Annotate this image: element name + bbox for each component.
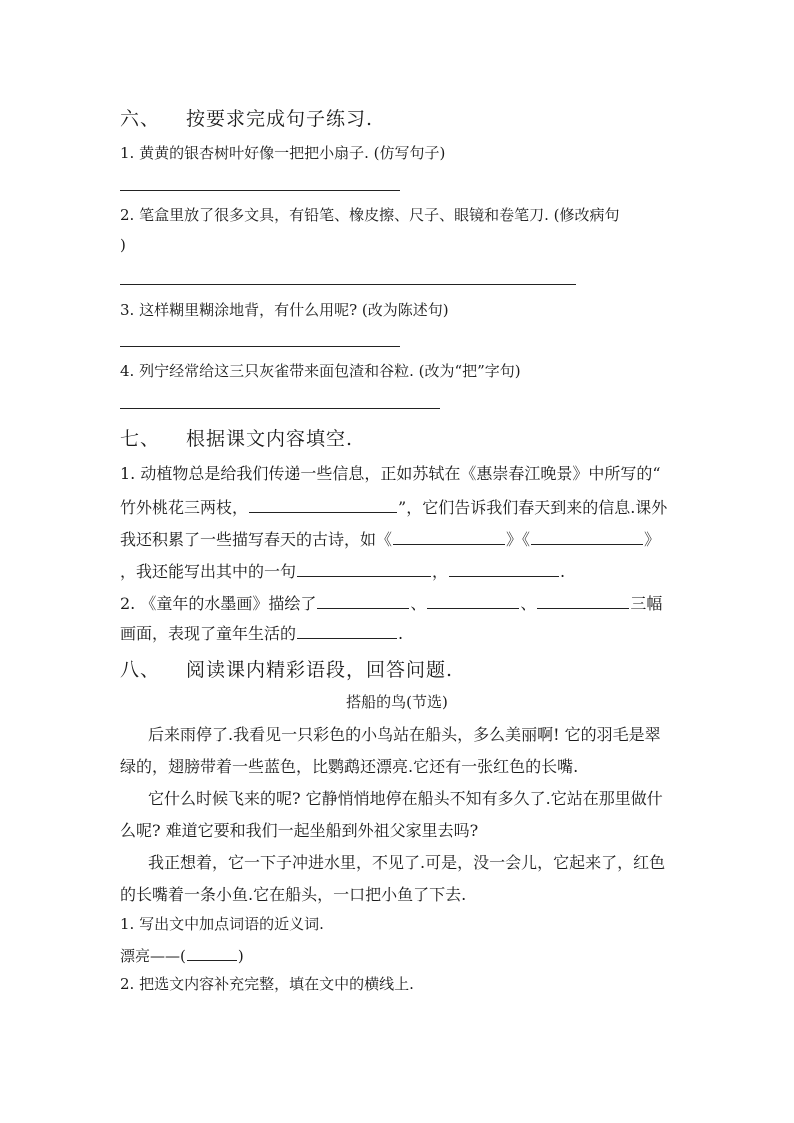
sec7-line-3-text-c: 》 [644, 530, 661, 549]
sec7-blank-verse-2[interactable] [449, 562, 559, 577]
sec7-blank-poem-line[interactable] [249, 498, 397, 513]
sec7-line-2 [120, 498, 667, 516]
sec7-line-4-text-a: ，我还能写出其中的一句 [120, 562, 297, 581]
section-8-number: 八、 [120, 659, 161, 681]
sec7-blank-poem-title-2[interactable] [531, 530, 643, 545]
section-7-title: 根据课文内容填空. [186, 428, 354, 450]
sec8-answer-prefix: 漂亮——( [120, 947, 186, 965]
passage-p2-line-1: 它什么时候飞来的呢? 它静悄悄地停在船头不知有多久了.它站在那里做什 [148, 789, 663, 808]
sec7-line-5 [120, 594, 662, 612]
sec7-line-5-sep-2: 、 [520, 594, 537, 613]
sec7-line-4 [120, 562, 565, 580]
passage-p1-line-2: 绿的，翅膀带着一些蓝色，比鹦鹉还漂亮.它还有一张红色的长嘴. [120, 757, 579, 776]
section-6-heading [120, 110, 373, 129]
section-6-number: 六、 [120, 108, 161, 130]
sec7-line-3-text-b: 》《 [506, 530, 531, 549]
sec7-blank-verse-1[interactable] [297, 562, 431, 577]
sec6-answer-line-4[interactable] [120, 408, 440, 409]
sec6-question-2-cont: ) [120, 236, 126, 254]
passage-p1-line-1: 后来雨停了.我看见一只彩色的小鸟站在船头，多么美丽啊! 它的羽毛是翠 [148, 725, 661, 744]
sec7-blank-scene-2[interactable] [427, 594, 519, 609]
sec7-line-1: 1. 动植物总是给我们传递一些信息，正如苏轼在《惠崇春江晚景》中所写的“ [120, 464, 661, 483]
sec8-question-2: 2. 把选文内容补充完整，填在文中的横线上. [120, 975, 414, 993]
section-7-number: 七、 [120, 428, 161, 450]
sec7-line-5-text-a: 2. 《童年的水墨画》描绘了 [120, 594, 317, 613]
sec8-question-1-answer [120, 946, 244, 964]
sec7-line-6-text-b: . [398, 624, 404, 643]
sec6-question-3: 3. 这样糊里糊涂地背，有什么用呢? (改为陈述句) [120, 301, 449, 319]
sec7-blank-childhood[interactable] [297, 624, 397, 639]
sec8-answer-suffix: ) [237, 947, 244, 965]
section-8-title: 阅读课内精彩语段，回答问题. [186, 659, 454, 681]
sec7-line-4-text-c: . [560, 562, 566, 581]
sec7-line-2-text-b: ”，它们告诉我们春天到来的信息.课外 [398, 498, 668, 517]
sec6-question-1: 1. 黄黄的银杏树叶好像一把把小扇子. (仿写句子) [120, 144, 446, 162]
sec8-question-1: 1. 写出文中加点词语的近义词. [120, 915, 324, 933]
sec7-line-3-text-a: 我还积累了一些描写春天的古诗，如《 [120, 530, 393, 549]
sec6-answer-line-3[interactable] [120, 346, 400, 347]
passage-p3-line-1: 我正想着，它一下子冲进水里，不见了.可是，没一会儿，它起来了，红色 [148, 853, 666, 872]
passage-p2-line-2: 么呢? 难道它要和我们一起坐船到外祖父家里去吗? [120, 821, 479, 840]
passage-title: 搭船的鸟(节选) [346, 693, 448, 711]
sec6-question-4: 4. 列宁经常给这三只灰雀带来面包渣和谷粒. (改为“把”字句) [120, 362, 521, 380]
section-6-title: 按要求完成句子练习. [186, 108, 374, 130]
sec8-synonym-blank[interactable] [187, 946, 237, 961]
sec7-blank-poem-title-1[interactable] [393, 530, 505, 545]
sec6-question-2: 2. 笔盒里放了很多文具，有铅笔、橡皮擦、尺子、眼镜和卷笔刀. (修改病句 [120, 206, 620, 224]
sec7-line-2-text-a: 竹外桃花三两枝， [120, 498, 249, 517]
passage-p3-line-2: 的长嘴着一条小鱼.它在船头，一口把小鱼了下去. [120, 885, 467, 904]
sec7-blank-scene-3[interactable] [537, 594, 629, 609]
section-8-heading [120, 661, 453, 680]
sec7-line-4-text-b: ， [432, 562, 449, 581]
section-7-heading [120, 430, 353, 449]
sec7-blank-scene-1[interactable] [317, 594, 409, 609]
sec7-line-5-text-end: 三幅 [630, 594, 663, 613]
sec7-line-6-text-a: 画面，表现了童年生活的 [120, 624, 297, 643]
sec6-answer-line-2[interactable] [120, 284, 576, 285]
sec7-line-6 [120, 624, 403, 642]
sec7-line-5-sep-1: 、 [410, 594, 427, 613]
sec6-answer-line-1[interactable] [120, 190, 400, 191]
sec7-line-3 [120, 530, 660, 548]
